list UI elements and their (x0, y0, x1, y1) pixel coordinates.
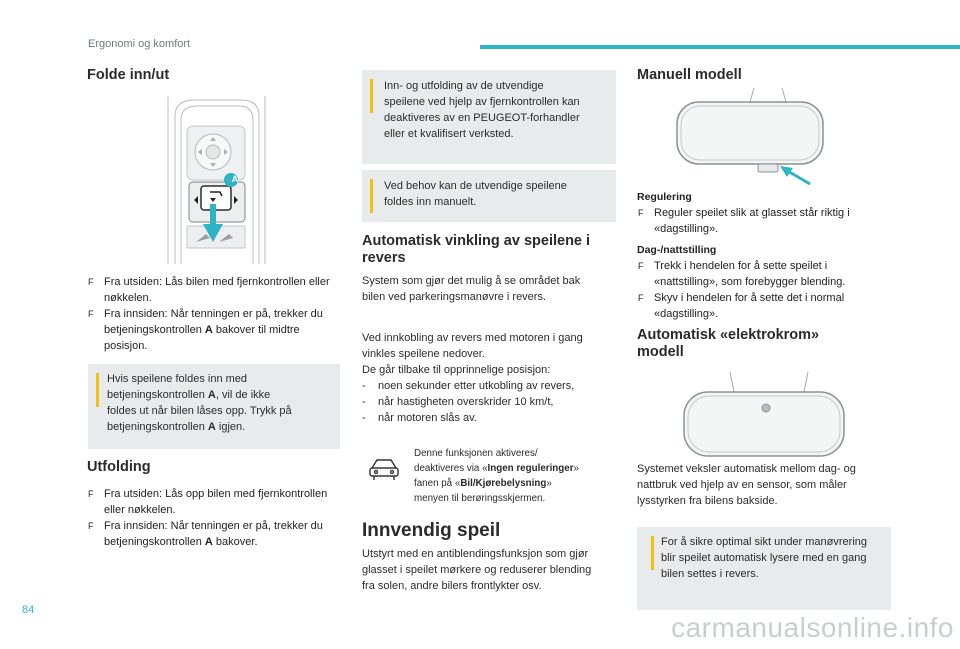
watermark: carmanualsonline.info (671, 612, 954, 643)
heading-folde: Folde inn/ut (87, 67, 170, 83)
bullet-marker: F (638, 261, 644, 271)
subheading-regulering: Regulering (637, 191, 692, 203)
feature-activation-text: Denne funksjonen aktiveres/ deaktiveres via «Ingen reguleringer» fanen på «Bil/Kjørebelysning» menyen til berøringsskjermen. (414, 448, 579, 504)
bullet-text: Fra innsiden: Når tenningen er på, trekker du betjeningskontrollen A bakover til midtre posisjon. (104, 308, 323, 352)
bullet-item (638, 258, 896, 290)
figure-label-a: A (231, 174, 239, 184)
note-box-deactivation (362, 70, 616, 164)
note-box-manual (362, 170, 616, 222)
dash-item: - når hastigheten overskrider 10 km/t, (362, 396, 554, 408)
dash-item: - når motoren slås av. (362, 412, 477, 424)
bullet-text: Fra utsiden: Lås bilen med fjernkontrollen eller nøkkelen. (104, 276, 330, 304)
bullet-text: Skyv i hendelen for å sette det i normal «dagstilling». (654, 292, 845, 320)
manual-mirror-figure (650, 88, 850, 192)
bullet-marker: F (638, 208, 644, 218)
note-text: Hvis speilene foldes inn med betjeningskontrollen A, vil de ikke foldes ut når bilen låses opp. Trykk på betjeningskontrollen A igjen. (107, 373, 292, 433)
heading-manual-model: Manuell modell (637, 67, 742, 83)
heading-electrochrome: Automatisk «elektrokrom» modell (637, 327, 820, 360)
note-marker-icon (96, 373, 99, 407)
dag-natt-bullets (638, 258, 896, 322)
section-title: Ergonomi og komfort (88, 38, 191, 50)
auto-tilt-intro: System som gjør det mulig å se området bak bilen ved parkeringsmanøvre i revers. (362, 275, 581, 303)
bullet-marker: F (88, 521, 94, 531)
interior-mirror-text: Utstyrt med en antiblendingsfunksjon som gjør glasset i speilet mørkere og reduserer blending fra solen, andre bilers frontlykter osv. (362, 548, 592, 592)
bullet-item (88, 486, 338, 518)
note-text: Ved behov kan de utvendige speilene foldes inn manuelt. (384, 180, 567, 208)
page-number: 84 (22, 604, 35, 616)
note-box-reverse (637, 527, 891, 610)
folding-control-figure (165, 96, 269, 264)
note-marker-icon (370, 79, 373, 113)
bullet-marker: F (638, 293, 644, 303)
note-marker-icon (370, 179, 373, 213)
dash-list (362, 378, 618, 426)
bullet-marker: F (88, 309, 94, 319)
heading-interior-mirror: Innvendig speil (362, 520, 501, 541)
bullet-item (88, 518, 338, 550)
bullet-item (88, 274, 338, 306)
car-settings-icon (367, 456, 401, 482)
bullet-text: Fra innsiden: Når tenningen er på, trekker du betjeningskontrollen A bakover. (104, 520, 323, 548)
bullet-marker: F (88, 489, 94, 499)
utfolding-bullets (88, 486, 338, 550)
subheading-dag-natt: Dag-/nattstilling (637, 244, 717, 256)
bullet-text: Fra utsiden: Lås opp bilen med fjernkontrollen eller nøkkelen. (104, 488, 328, 516)
bullet-text: Reguler speilet slik at glasset står riktig i «dagstilling». (654, 207, 850, 235)
note-marker-icon (651, 536, 654, 570)
header-accent-bar (480, 45, 960, 49)
electrochrome-text: Systemet veksler automatisk mellom dag- og nattbruk ved hjelp av en sensor, som måler lysstyrken fra bilens bakside. (637, 463, 856, 507)
electrochrome-mirror-figure (662, 372, 862, 462)
bullet-item (638, 205, 896, 237)
dash-item: - noen sekunder etter utkobling av revers, (362, 380, 575, 392)
heading-utfolding: Utfolding (87, 459, 151, 475)
heading-auto-tilt: Automatisk vinkling av speilene i revers (362, 233, 591, 266)
bullet-text: Trekk i hendelen for å sette speilet i «nattstilling», som forebygger blending. (654, 260, 846, 288)
note-text: Inn- og utfolding av de utvendige speilene ved hjelp av fjernkontrollen kan deaktiveres av en PEUGEOT-forhandler eller et kvalifisert verksted. (384, 80, 580, 140)
folde-bullets (88, 274, 338, 354)
note-box-folding (88, 364, 340, 449)
auto-tilt-body: Ved innkobling av revers med motoren i gang vinkles speilene nedover. De går tilbake til opprinnelige posisjon: - noen sekunder etter utkobling av revers, - når hastigheten overskrider 10 km/t, - når motoren slås av. (362, 330, 618, 426)
note-text: For å sikre optimal sikt under manøvrering blir speilet automatisk lysere med en gang bilen settes i revers. (661, 536, 868, 580)
bullet-item (638, 290, 896, 322)
bullet-marker: F (88, 277, 94, 287)
bullet-item (88, 306, 338, 354)
